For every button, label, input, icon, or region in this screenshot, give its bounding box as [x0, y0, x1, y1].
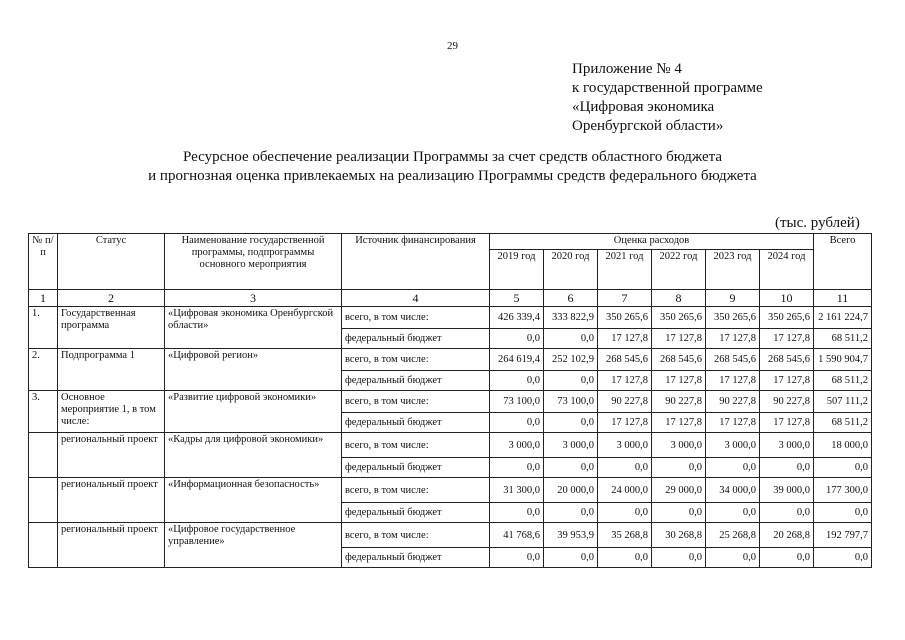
row-number: 2.: [29, 349, 58, 391]
amount-cell: 0,0: [544, 548, 598, 568]
amount-cell: 68 511,2: [814, 371, 872, 391]
amount-cell: 0,0: [814, 548, 872, 568]
amount-cell: 17 127,8: [598, 413, 652, 433]
row-status: Подпрограмма 1: [58, 349, 165, 391]
amount-cell: 350 265,6: [760, 307, 814, 329]
row-name: «Цифровая экономика Оренбургской области»: [165, 307, 342, 349]
funding-source: всего, в том числе:: [342, 349, 490, 371]
funding-source: всего, в том числе:: [342, 307, 490, 329]
amount-cell: 177 300,0: [814, 478, 872, 503]
amount-cell: 90 227,8: [652, 391, 706, 413]
unit-label: (тыс. рублей): [775, 215, 860, 231]
table-row: [29, 478, 872, 503]
amount-cell: 0,0: [760, 548, 814, 568]
table-row: [29, 307, 872, 329]
amount-cell: 90 227,8: [706, 391, 760, 413]
amount-cell: 17 127,8: [760, 329, 814, 349]
document-title: [0, 148, 905, 186]
amount-cell: 41 768,6: [490, 523, 544, 548]
amount-cell: 0,0: [652, 458, 706, 478]
header-name: Наименование государственной программы, подпрограммы основного мероприятия: [165, 234, 342, 290]
row-name: «Развитие цифровой экономики»: [165, 391, 342, 433]
funding-source: всего, в том числе:: [342, 391, 490, 413]
amount-cell: 333 822,9: [544, 307, 598, 329]
amount-cell: 17 127,8: [760, 371, 814, 391]
title-line: и прогнозная оценка привлекаемых на реализацию Программы средств федерального бюджета: [148, 168, 757, 184]
amount-cell: 17 127,8: [652, 329, 706, 349]
column-number: 10: [760, 290, 814, 307]
amount-cell: 0,0: [544, 458, 598, 478]
budget-table: [28, 233, 872, 568]
amount-cell: 0,0: [652, 548, 706, 568]
funding-source: федеральный бюджет: [342, 503, 490, 523]
header-year: 2022 год: [652, 250, 706, 290]
funding-source: всего, в том числе:: [342, 433, 490, 458]
amount-cell: 29 000,0: [652, 478, 706, 503]
header-year: 2020 год: [544, 250, 598, 290]
funding-source: федеральный бюджет: [342, 548, 490, 568]
header-year: 2019 год: [490, 250, 544, 290]
row-name: «Кадры для цифровой экономики»: [165, 433, 342, 478]
amount-cell: 268 545,6: [760, 349, 814, 371]
column-number: 8: [652, 290, 706, 307]
amount-cell: 25 268,8: [706, 523, 760, 548]
row-number: [29, 433, 58, 478]
amount-cell: 3 000,0: [490, 433, 544, 458]
amount-cell: 0,0: [706, 503, 760, 523]
row-name: «Информационная безопасность»: [165, 478, 342, 523]
amount-cell: 0,0: [814, 503, 872, 523]
header-year: 2021 год: [598, 250, 652, 290]
funding-source: федеральный бюджет: [342, 413, 490, 433]
amount-cell: 90 227,8: [760, 391, 814, 413]
amount-cell: 268 545,6: [706, 349, 760, 371]
amount-cell: 268 545,6: [598, 349, 652, 371]
amount-cell: 17 127,8: [652, 413, 706, 433]
appendix-line: к государственной программе: [572, 80, 763, 96]
header-year: 2023 год: [706, 250, 760, 290]
amount-cell: 68 511,2: [814, 413, 872, 433]
amount-cell: 0,0: [760, 503, 814, 523]
column-number: 11: [814, 290, 872, 307]
amount-cell: 264 619,4: [490, 349, 544, 371]
amount-cell: 0,0: [706, 548, 760, 568]
amount-cell: 35 268,8: [598, 523, 652, 548]
row-status: Основное мероприятие 1, в том числе:: [58, 391, 165, 433]
amount-cell: 17 127,8: [706, 329, 760, 349]
amount-cell: 18 000,0: [814, 433, 872, 458]
amount-cell: 1 590 904,7: [814, 349, 872, 371]
funding-source: федеральный бюджет: [342, 329, 490, 349]
amount-cell: 0,0: [544, 329, 598, 349]
row-number: 1.: [29, 307, 58, 349]
appendix-line: Приложение № 4: [572, 61, 682, 77]
amount-cell: 3 000,0: [706, 433, 760, 458]
amount-cell: 30 268,8: [652, 523, 706, 548]
amount-cell: 17 127,8: [706, 371, 760, 391]
row-status: региональный проект: [58, 433, 165, 478]
column-number: 2: [58, 290, 165, 307]
column-number: 6: [544, 290, 598, 307]
amount-cell: 0,0: [490, 413, 544, 433]
amount-cell: 0,0: [544, 413, 598, 433]
amount-cell: 507 111,2: [814, 391, 872, 413]
amount-cell: 20 268,8: [760, 523, 814, 548]
amount-cell: 17 127,8: [652, 371, 706, 391]
amount-cell: 24 000,0: [598, 478, 652, 503]
amount-cell: 3 000,0: [598, 433, 652, 458]
row-status: региональный проект: [58, 523, 165, 568]
amount-cell: 34 000,0: [706, 478, 760, 503]
amount-cell: 39 953,9: [544, 523, 598, 548]
amount-cell: 17 127,8: [598, 329, 652, 349]
amount-cell: 3 000,0: [760, 433, 814, 458]
column-numbers-row: [29, 290, 872, 307]
appendix-line: Оренбургской области»: [572, 118, 724, 134]
amount-cell: 350 265,6: [706, 307, 760, 329]
amount-cell: 39 000,0: [760, 478, 814, 503]
column-number: 3: [165, 290, 342, 307]
funding-source: федеральный бюджет: [342, 371, 490, 391]
amount-cell: 17 127,8: [760, 413, 814, 433]
amount-cell: 0,0: [490, 548, 544, 568]
amount-cell: 0,0: [490, 371, 544, 391]
amount-cell: 0,0: [490, 503, 544, 523]
table-row: [29, 523, 872, 548]
amount-cell: 0,0: [544, 503, 598, 523]
amount-cell: 350 265,6: [652, 307, 706, 329]
row-number: [29, 523, 58, 568]
column-number: 5: [490, 290, 544, 307]
header-num: № п/п: [29, 234, 58, 290]
amount-cell: 17 127,8: [598, 371, 652, 391]
amount-cell: 90 227,8: [598, 391, 652, 413]
amount-cell: 0,0: [706, 458, 760, 478]
row-number: 3.: [29, 391, 58, 433]
amount-cell: 0,0: [652, 503, 706, 523]
amount-cell: 20 000,0: [544, 478, 598, 503]
amount-cell: 73 100,0: [544, 391, 598, 413]
header-source: Источник финансирования: [342, 234, 490, 290]
amount-cell: 3 000,0: [544, 433, 598, 458]
amount-cell: 350 265,6: [598, 307, 652, 329]
amount-cell: 73 100,0: [490, 391, 544, 413]
amount-cell: 268 545,6: [652, 349, 706, 371]
amount-cell: 0,0: [598, 458, 652, 478]
row-status: региональный проект: [58, 478, 165, 523]
appendix-caption: [572, 60, 763, 136]
amount-cell: 0,0: [598, 503, 652, 523]
header-status: Статус: [58, 234, 165, 290]
amount-cell: 0,0: [814, 458, 872, 478]
amount-cell: 252 102,9: [544, 349, 598, 371]
title-line: Ресурсное обеспечение реализации Программы за счет средств областного бюджета: [182, 149, 723, 165]
funding-source: всего, в том числе:: [342, 523, 490, 548]
header-year: 2024 год: [760, 250, 814, 290]
row-name: «Цифровое государственное управление»: [165, 523, 342, 568]
amount-cell: 0,0: [490, 329, 544, 349]
row-number: [29, 478, 58, 523]
column-number: 9: [706, 290, 760, 307]
amount-cell: 31 300,0: [490, 478, 544, 503]
amount-cell: 68 511,2: [814, 329, 872, 349]
amount-cell: 0,0: [490, 458, 544, 478]
funding-source: всего, в том числе:: [342, 478, 490, 503]
amount-cell: 0,0: [760, 458, 814, 478]
column-number: 4: [342, 290, 490, 307]
amount-cell: 192 797,7: [814, 523, 872, 548]
table-row: [29, 349, 872, 371]
appendix-line: «Цифровая экономика: [572, 99, 715, 115]
funding-source: федеральный бюджет: [342, 458, 490, 478]
table-row: [29, 433, 872, 458]
amount-cell: 17 127,8: [706, 413, 760, 433]
amount-cell: 426 339,4: [490, 307, 544, 329]
page-number: 29: [447, 40, 458, 52]
table-row: [29, 391, 872, 413]
row-name: «Цифровой регион»: [165, 349, 342, 391]
amount-cell: 3 000,0: [652, 433, 706, 458]
amount-cell: 0,0: [598, 548, 652, 568]
row-status: Государственная программа: [58, 307, 165, 349]
amount-cell: 2 161 224,7: [814, 307, 872, 329]
header-total: Всего: [814, 234, 872, 290]
amount-cell: 0,0: [544, 371, 598, 391]
column-number: 7: [598, 290, 652, 307]
header-estimate: Оценка расходов: [490, 234, 814, 250]
column-number: 1: [29, 290, 58, 307]
